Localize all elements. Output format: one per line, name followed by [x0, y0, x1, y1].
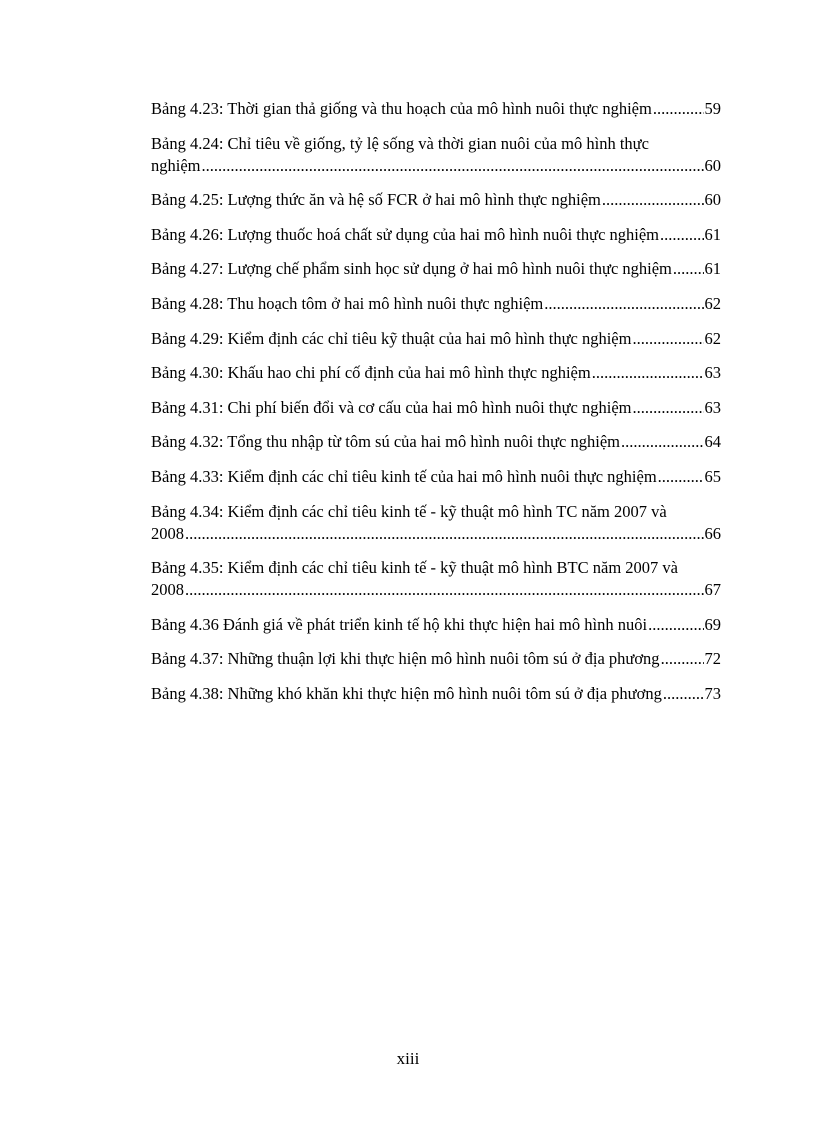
toc-entry-4-32[interactable]: [151, 431, 721, 453]
toc-entry-4-30[interactable]: [151, 362, 721, 384]
toc-entry-label-line2: 2008: [151, 523, 184, 543]
toc-entry-4-31[interactable]: [151, 397, 721, 419]
dot-leader: [592, 362, 704, 384]
toc-entry-label: Bảng 4.31: Chi phí biến đổi và cơ cấu của hai mô hình nuôi thực nghiệm: [151, 397, 632, 417]
toc-entry-page: 61: [704, 259, 721, 279]
toc-entry-4-29[interactable]: [151, 328, 721, 350]
toc-entry-label: Bảng 4.32: Tổng thu nhập từ tôm sú của hai mô hình nuôi thực nghiệm: [151, 432, 620, 452]
toc-entry-page: 65: [704, 466, 721, 486]
toc-entry-page: 64: [704, 432, 721, 452]
toc-entry-label-line2: nghiệm: [151, 155, 201, 175]
toc-entry-label-line2: 2008: [151, 580, 184, 600]
dot-leader: [602, 189, 704, 211]
toc-entry-label: Bảng 4.25: Lượng thức ăn và hệ số FCR ở hai mô hình thực nghiệm: [151, 190, 601, 210]
toc-entry-4-34[interactable]: [151, 501, 721, 545]
dot-leader: [661, 648, 704, 670]
toc-entry-label: Bảng 4.36 Đánh giá về phát triển kinh tế hộ khi thực hiện hai mô hình nuôi: [151, 614, 648, 634]
toc-entry-label-line1: Bảng 4.35: Kiểm định các chỉ tiêu kinh tế - kỹ thuật mô hình BTC năm 2007 và: [151, 558, 678, 578]
dot-leader: [648, 614, 703, 636]
toc-entry-label: Bảng 4.37: Những thuận lợi khi thực hiện mô hình nuôi tôm sú ở địa phương: [151, 649, 660, 669]
dot-leader: [202, 155, 704, 177]
toc-entry-page: 69: [704, 614, 721, 634]
dot-leader: [663, 683, 704, 705]
dot-leader: [544, 293, 703, 315]
dot-leader: [673, 258, 704, 280]
toc-entry-4-23[interactable]: [151, 98, 721, 120]
toc-entry-page: 60: [704, 190, 721, 210]
toc-entry-4-35[interactable]: [151, 557, 721, 601]
toc-entry-label: Bảng 4.38: Những khó khăn khi thực hiện mô hình nuôi tôm sú ở địa phương: [151, 683, 662, 703]
toc-entry-page: 66: [704, 523, 721, 543]
toc-entry-page: 62: [704, 328, 721, 348]
table-of-tables: [151, 98, 721, 718]
toc-entry-label-line1: Bảng 4.34: Kiểm định các chỉ tiêu kinh tế - kỹ thuật mô hình TC năm 2007 và: [151, 501, 667, 521]
toc-entry-page: 63: [704, 397, 721, 417]
dot-leader: [621, 431, 704, 453]
dot-leader: [633, 397, 704, 419]
toc-entry-4-27[interactable]: [151, 258, 721, 280]
toc-entry-4-24[interactable]: [151, 133, 721, 177]
toc-entry-label: Bảng 4.27: Lượng chế phẩm sinh học sử dụng ở hai mô hình nuôi thực nghiệm: [151, 259, 672, 279]
dot-leader: [653, 98, 704, 120]
toc-entry-4-37[interactable]: [151, 648, 721, 670]
toc-entry-page: 67: [704, 580, 721, 600]
toc-entry-label: Bảng 4.33: Kiểm định các chỉ tiêu kinh tế của hai mô hình nuôi thực nghiệm: [151, 466, 657, 486]
toc-entry-4-36[interactable]: [151, 614, 721, 636]
dot-leader: [660, 224, 703, 246]
toc-entry-page: 63: [704, 363, 721, 383]
toc-entry-page: 62: [704, 293, 721, 313]
toc-entry-page: 59: [704, 99, 721, 118]
toc-entry-label-line1: Bảng 4.24: Chỉ tiêu về giống, tỷ lệ sống và thời gian nuôi của mô hình thực: [151, 133, 649, 153]
toc-entry-page: 72: [704, 649, 721, 669]
toc-entry-4-33[interactable]: [151, 466, 721, 488]
toc-entry-label: Bảng 4.28: Thu hoạch tôm ở hai mô hình nuôi thực nghiệm: [151, 293, 544, 313]
dot-leader: [185, 579, 704, 601]
toc-entry-page: 61: [704, 224, 721, 244]
toc-entry-label: Bảng 4.30: Khấu hao chi phí cố định của hai mô hình thực nghiệm: [151, 363, 591, 383]
toc-entry-page: 73: [704, 683, 721, 703]
toc-entry-label: Bảng 4.23: Thời gian thả giống và thu hoạch của mô hình nuôi thực nghiệm: [151, 99, 652, 118]
toc-entry-page: 60: [704, 155, 721, 175]
dot-leader: [185, 523, 704, 545]
dot-leader: [632, 328, 703, 350]
toc-entry-4-28[interactable]: [151, 293, 721, 315]
toc-entry-4-26[interactable]: [151, 224, 721, 246]
page-number: xiii: [396, 1049, 420, 1068]
toc-entry-label: Bảng 4.26: Lượng thuốc hoá chất sử dụng của hai mô hình nuôi thực nghiệm: [151, 224, 660, 244]
toc-entry-4-25[interactable]: [151, 189, 721, 211]
toc-entry-label: Bảng 4.29: Kiểm định các chỉ tiêu kỹ thuật của hai mô hình thực nghiệm: [151, 328, 632, 348]
toc-entry-4-38[interactable]: [151, 683, 721, 705]
dot-leader: [658, 466, 704, 488]
